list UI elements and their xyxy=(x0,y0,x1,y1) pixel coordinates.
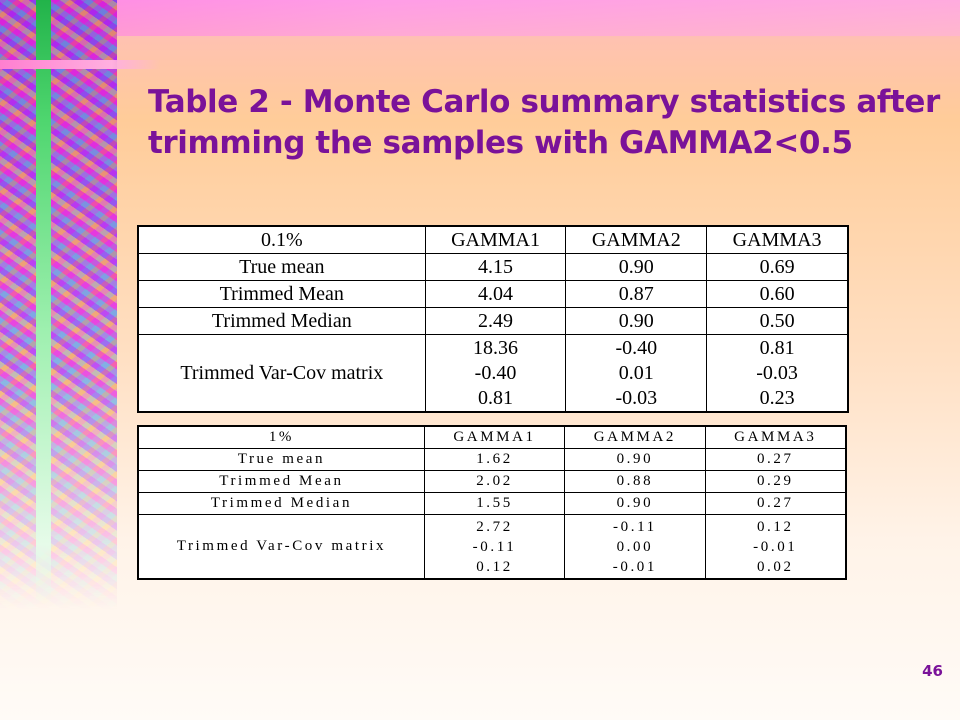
value-cell: 0.90 xyxy=(565,493,705,515)
value-cell: 0.60 xyxy=(707,281,848,308)
header-cell: GAMMA1 xyxy=(424,426,564,449)
value-cell: 2.02 xyxy=(424,471,564,493)
table-row xyxy=(138,308,848,335)
header-cell: GAMMA2 xyxy=(565,426,705,449)
matrix-column-gamma3 xyxy=(705,515,846,580)
matrix-value: -0.03 xyxy=(756,361,798,384)
row-label: Trimmed Mean xyxy=(138,281,425,308)
matrix-value: 0.23 xyxy=(759,386,795,409)
slide-title xyxy=(148,82,940,164)
matrix-value: -0.40 xyxy=(474,361,517,384)
matrix-row xyxy=(138,515,846,580)
slide-title-line-1: Table 2 - Monte Carlo summary statistics after xyxy=(148,84,940,120)
value-cell: 0.87 xyxy=(566,281,707,308)
value-cell: 2.49 xyxy=(425,308,566,335)
table-row xyxy=(138,449,846,471)
table-header-row xyxy=(138,426,846,449)
matrix-value: -0.01 xyxy=(612,558,658,575)
stats-table-0-1-percent xyxy=(137,225,849,413)
matrix-value: 0.00 xyxy=(616,538,654,555)
value-cell: 0.90 xyxy=(566,254,707,281)
slide-title-line-2: trimming the samples with GAMMA2<0.5 xyxy=(148,125,853,161)
row-label: True mean xyxy=(138,254,425,281)
matrix-value: 0.81 xyxy=(759,336,795,359)
value-cell: 0.29 xyxy=(705,471,846,493)
matrix-value: 0.02 xyxy=(756,558,794,575)
matrix-value: 2.72 xyxy=(476,518,513,535)
matrix-column-gamma2 xyxy=(566,335,707,413)
matrix-column-gamma1 xyxy=(425,335,566,413)
value-cell: 0.88 xyxy=(565,471,705,493)
row-label: True mean xyxy=(138,449,424,471)
value-cell: 0.50 xyxy=(707,308,848,335)
value-cell: 0.27 xyxy=(705,493,846,515)
matrix-value: 0.12 xyxy=(756,518,794,535)
matrix-value: -0.03 xyxy=(615,386,658,409)
matrix-column-gamma3 xyxy=(707,335,848,413)
value-cell: 0.69 xyxy=(707,254,848,281)
header-cell: GAMMA2 xyxy=(566,226,707,254)
matrix-label: Trimmed Var-Cov matrix xyxy=(138,335,425,413)
value-cell: 1.55 xyxy=(424,493,564,515)
header-cell: GAMMA3 xyxy=(707,226,848,254)
table-header-row xyxy=(138,226,848,254)
row-label: Trimmed Median xyxy=(138,308,425,335)
value-cell: 1.62 xyxy=(424,449,564,471)
matrix-value: -0.40 xyxy=(615,336,658,359)
pink-accent-line xyxy=(0,60,160,69)
matrix-column-gamma1 xyxy=(424,515,564,580)
row-label: Trimmed Mean xyxy=(138,471,424,493)
matrix-column-gamma2 xyxy=(565,515,705,580)
value-cell: 0.90 xyxy=(566,308,707,335)
table-row xyxy=(138,254,848,281)
header-cell: GAMMA3 xyxy=(705,426,846,449)
table-row xyxy=(138,493,846,515)
matrix-value: 18.36 xyxy=(473,336,519,359)
matrix-value: -0.01 xyxy=(753,538,798,555)
matrix-row xyxy=(138,335,848,413)
header-cell: GAMMA1 xyxy=(425,226,566,254)
matrix-value: 0.12 xyxy=(476,558,513,575)
stats-table-1-percent xyxy=(137,425,847,580)
top-gradient-band xyxy=(0,0,960,36)
header-cell: 1% xyxy=(138,426,424,449)
table-row xyxy=(138,281,848,308)
table-row xyxy=(138,471,846,493)
matrix-value: 0.01 xyxy=(618,361,654,384)
green-accent-bar xyxy=(36,0,51,605)
matrix-value: -0.11 xyxy=(472,538,517,555)
value-cell: 0.27 xyxy=(705,449,846,471)
matrix-value: -0.11 xyxy=(613,518,657,535)
value-cell: 4.04 xyxy=(425,281,566,308)
page-number: 46 xyxy=(922,662,943,680)
decorative-pattern-strip xyxy=(0,0,117,610)
header-cell: 0.1% xyxy=(138,226,425,254)
value-cell: 0.90 xyxy=(565,449,705,471)
row-label: Trimmed Median xyxy=(138,493,424,515)
matrix-label: Trimmed Var-Cov matrix xyxy=(138,515,424,580)
value-cell: 4.15 xyxy=(425,254,566,281)
matrix-value: 0.81 xyxy=(478,386,514,409)
